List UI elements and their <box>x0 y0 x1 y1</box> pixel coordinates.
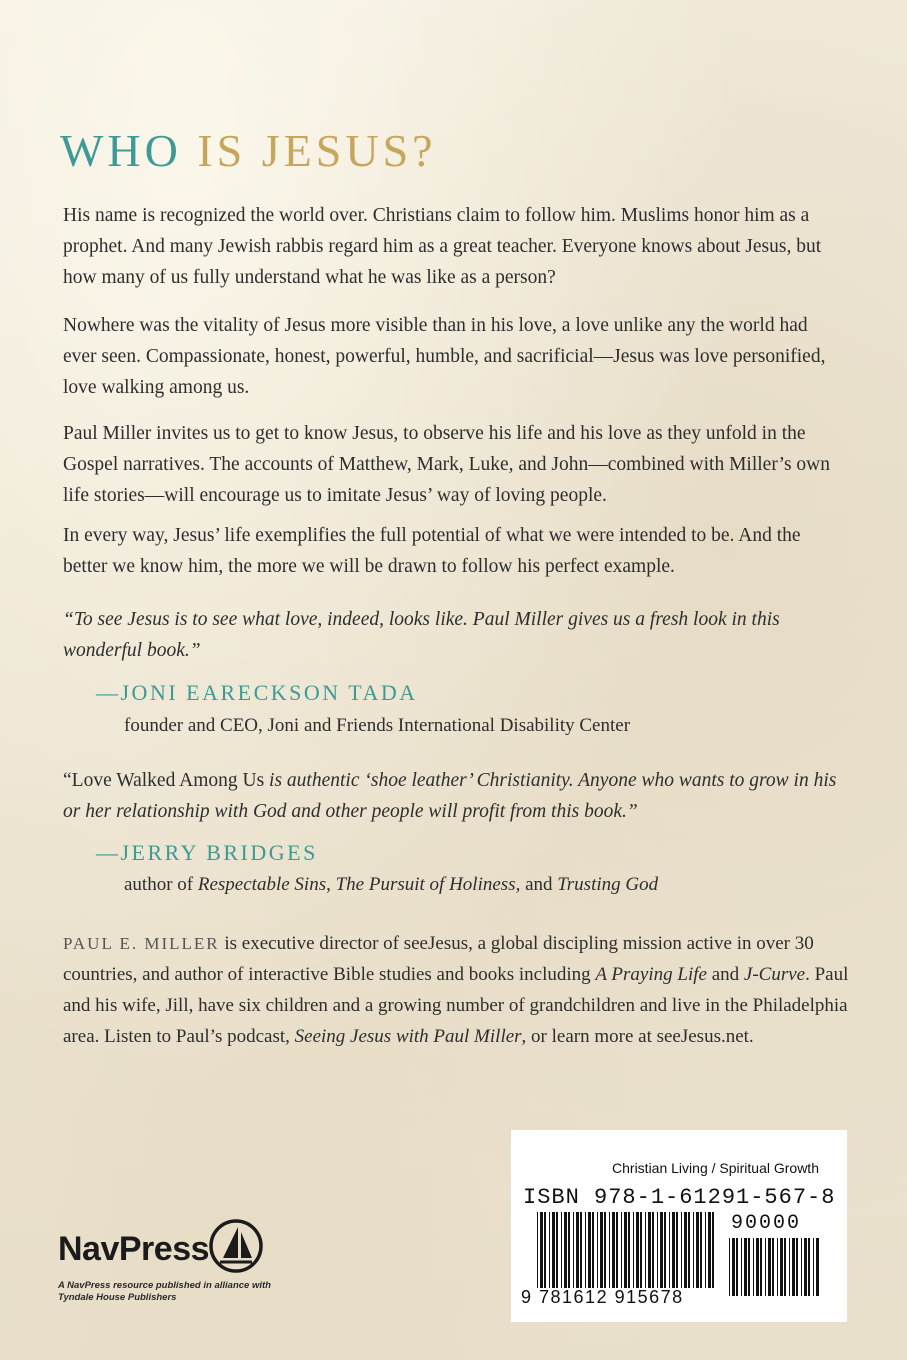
paragraph-3: Paul Miller invites us to get to know Jesus, to observe his life and his love as they unfold in the Gospel narratives. The accounts of Matthew, Mark, Luke, and John—combined with Miller’s own life stories—will encourage us to imitate Jesus’ way of loving people. <box>63 423 831 506</box>
barcode-bar <box>669 1212 670 1288</box>
barcode-bar <box>688 1212 690 1288</box>
endorser-name-1: —JONI EARECKSON TADA <box>96 680 418 705</box>
barcode-bar <box>633 1212 634 1288</box>
barcode-bar <box>681 1212 682 1288</box>
barcode-panel <box>511 1130 847 1322</box>
barcode-bar <box>628 1212 630 1288</box>
quote-text: is authentic ‘shoe leather’ Christianity. Anyone who wants to grow in his or her relationship with God and other people will profit from this book.” <box>63 770 837 822</box>
barcode-bar <box>612 1212 615 1288</box>
book-title: A Praying Life <box>595 964 707 985</box>
podcast-title: Seeing Jesus with Paul Miller <box>294 1026 522 1047</box>
barcode-bar <box>756 1238 759 1296</box>
barcode-bar <box>561 1212 562 1288</box>
barcode-bar <box>640 1212 642 1288</box>
barcode-bar <box>801 1238 802 1296</box>
price-code: 90000 <box>731 1212 802 1235</box>
barcode-bar <box>700 1212 702 1288</box>
endorsement-quote-2 <box>63 765 853 827</box>
barcode-bar <box>796 1238 798 1296</box>
barcode-bar <box>708 1212 711 1288</box>
barcode-bar <box>549 1212 550 1288</box>
headline-is-jesus: IS JESUS? <box>197 125 437 176</box>
barcode-bar <box>772 1238 774 1296</box>
book-title: J-Curve <box>743 964 806 985</box>
role-prefix: author of <box>124 874 198 895</box>
barcode-bar <box>672 1212 675 1288</box>
sailboat-icon <box>208 1218 264 1274</box>
separator: , and <box>515 874 558 895</box>
navpress-logo <box>58 1218 278 1318</box>
barcode-bar <box>741 1238 742 1296</box>
category-label: Christian Living / Spiritual Growth <box>612 1160 819 1176</box>
barcode-bar <box>568 1212 570 1288</box>
barcode-bar <box>556 1212 558 1288</box>
bio-text: . Paul and his wife, Jill, have six children and a growing number of grandchildren and live in the Philadelphia area. Listen to Paul’s podcast, <box>63 964 849 1047</box>
barcode-bar <box>660 1212 663 1288</box>
barcode-bar <box>705 1212 706 1288</box>
book-title: Trusting God <box>557 874 659 895</box>
barcode-bar <box>712 1212 714 1288</box>
barcode-bar <box>816 1238 819 1296</box>
barcode-bar <box>624 1212 627 1288</box>
barcode-bar <box>804 1238 807 1296</box>
bio-text: and <box>706 964 744 985</box>
barcode-bar <box>748 1238 750 1296</box>
barcode-bar <box>780 1238 783 1296</box>
barcode-bar <box>753 1238 754 1296</box>
barcode-bar <box>652 1212 654 1288</box>
bio-text: is executive director of seeJesus, a global discipling mission active in over 30 countries, and author of interactive Bible studies and books including <box>63 933 814 985</box>
barcode-bar <box>768 1238 771 1296</box>
barcode-bar <box>585 1212 586 1288</box>
barcode-bar <box>693 1212 694 1288</box>
endorser-role-1: founder and CEO, Joni and Friends International Disability Center <box>124 715 631 736</box>
barcode-bar <box>576 1212 579 1288</box>
barcode-bar <box>657 1212 658 1288</box>
barcode-bar <box>621 1212 622 1288</box>
endorser-name-2: —JERRY BRIDGES <box>96 840 318 865</box>
barcode-bar <box>732 1238 735 1296</box>
barcode-bar <box>597 1212 598 1288</box>
headline <box>60 124 437 177</box>
barcode-bar <box>784 1238 786 1296</box>
paragraph-2: Nowhere was the vitality of Jesus more visible than in his love, a love unlike any the world had ever seen. Compassionate, honest, powerful, humble, and sacrificial—Jesus was love personified, love walking among us. <box>63 315 826 398</box>
barcode-bar <box>648 1212 651 1288</box>
quote-book-title: “Love Walked Among Us <box>63 770 265 791</box>
barcode-bar <box>573 1212 574 1288</box>
barcode-bar <box>609 1212 610 1288</box>
barcode-bar <box>592 1212 594 1288</box>
barcode-bar <box>604 1212 606 1288</box>
barcode-bar <box>580 1212 582 1288</box>
barcode-bar <box>789 1238 790 1296</box>
barcode-bar <box>564 1212 567 1288</box>
isbn-text: ISBN 978-1-61291-567-8 <box>523 1185 836 1210</box>
barcode-bar <box>736 1238 738 1296</box>
separator: , <box>326 874 336 895</box>
barcode-bar <box>808 1238 810 1296</box>
barcode-bars <box>537 1212 717 1288</box>
endorsement-quote-1: “To see Jesus is to see what love, indeed, looks like. Paul Miller gives us a fresh look in this wonderful book.” <box>63 609 780 661</box>
barcode-bar <box>544 1212 546 1288</box>
book-title: Respectable Sins <box>197 874 327 895</box>
bio-text: , or learn more at seeJesus.net. <box>521 1026 754 1047</box>
barcode-bar <box>792 1238 795 1296</box>
barcode-bar <box>760 1238 762 1296</box>
barcode-bar <box>696 1212 699 1288</box>
barcode-bar <box>729 1238 730 1296</box>
endorser-role-2 <box>124 874 658 896</box>
paragraph-4: In every way, Jesus’ life exemplifies the full potential of what we were intended to be. And the better we know him, the more we will be drawn to follow his perfect example. <box>63 525 801 577</box>
barcode-bar <box>600 1212 603 1288</box>
barcode-bar <box>588 1212 591 1288</box>
barcode-bar <box>684 1212 687 1288</box>
barcode-bar <box>645 1212 646 1288</box>
author-bio <box>63 928 853 1052</box>
paragraph-1: His name is recognized the world over. Christians claim to follow him. Muslims honor him as a prophet. And many Jewish rabbis regard him as a great teacher. Everyone knows about Jesus, but how many of us fully understand what he was like as a person? <box>63 205 822 288</box>
book-title: The Pursuit of Holiness <box>335 874 516 895</box>
barcode-addon-bars <box>729 1238 821 1296</box>
barcode-bar <box>676 1212 678 1288</box>
barcode-bar <box>616 1212 618 1288</box>
ean-number: 9 781612 915678 <box>521 1287 684 1307</box>
barcode-bar <box>777 1238 778 1296</box>
barcode-bar <box>552 1212 555 1288</box>
publisher-note: A NavPress resource published in alliance with Tyndale House Publishers <box>58 1280 271 1303</box>
headline-who: WHO <box>60 125 182 176</box>
barcode-bar <box>664 1212 666 1288</box>
barcode-bar <box>765 1238 766 1296</box>
barcode-bar <box>537 1212 538 1288</box>
barcode-bar <box>744 1238 747 1296</box>
barcode-bar <box>636 1212 639 1288</box>
barcode-bar <box>540 1212 543 1288</box>
barcode-bar <box>813 1238 814 1296</box>
author-name: PAUL E. MILLER <box>63 934 220 953</box>
logo-wordmark: NavPress <box>58 1230 210 1268</box>
